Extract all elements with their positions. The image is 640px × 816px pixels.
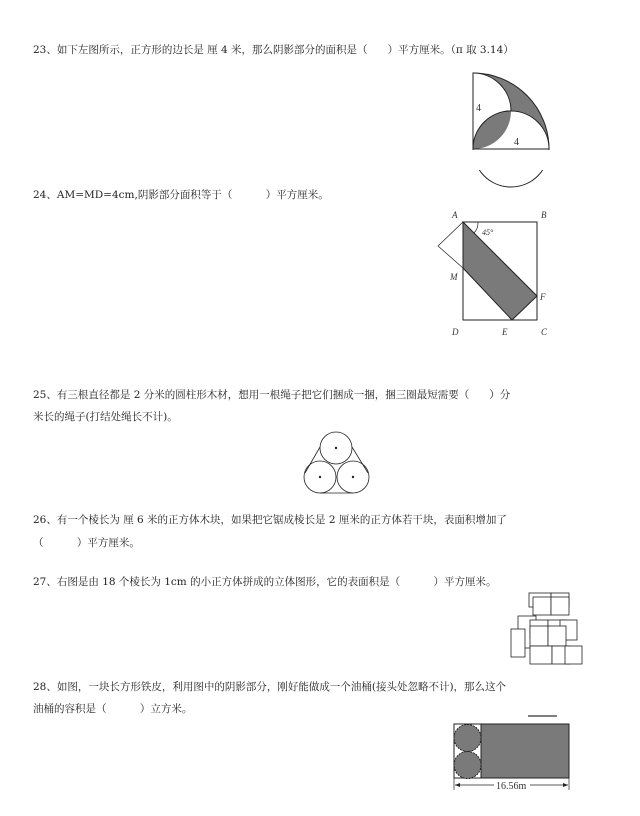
svg-text:C: C bbox=[541, 327, 548, 337]
q23-figure bbox=[430, 60, 560, 187]
q28-figure bbox=[454, 716, 569, 792]
q23-label-bottom: 4 bbox=[514, 137, 519, 148]
q28-dimension-label: 16.56m bbox=[496, 781, 527, 792]
svg-text:45°: 45° bbox=[482, 228, 494, 237]
svg-text:A: A bbox=[452, 210, 458, 220]
q23-label-left: 4 bbox=[476, 103, 481, 114]
svg-text:F: F bbox=[540, 292, 546, 302]
svg-text:M: M bbox=[450, 272, 458, 282]
q28-text-2: 油桶的容积是（ ）立方米。 bbox=[33, 703, 193, 715]
q25-text-2: 米长的绳子(打结处绳长不计)。 bbox=[33, 411, 178, 423]
q25-figure bbox=[304, 432, 369, 493]
q25-text-1: 25、有三根直径都是 2 分米的圆柱形木材，想用一根绳子把它们捆成一捆，捆三圈最短需要（ ）分 bbox=[33, 389, 511, 401]
q27-figure bbox=[511, 593, 582, 664]
svg-text:E: E bbox=[502, 327, 508, 337]
svg-text:B: B bbox=[541, 210, 547, 220]
q24-figure bbox=[438, 210, 548, 337]
q26-text-1: 26、有一个棱长为 厘 6 米的正方体木块，如果把它锯成棱长是 2 厘米的正方体若干块，表面积增加了 bbox=[33, 514, 507, 526]
q28-text-1: 28、如图，一块长方形铁皮，利用图中的阴影部分，刚好能做成一个油桶(接头处忽略不计)，那么这个 bbox=[33, 681, 507, 693]
svg-text:D: D bbox=[452, 327, 459, 337]
q24-text: 24、AM=MD=4cm,阴影部分面积等于（ ）平方厘米。 bbox=[33, 189, 329, 201]
q23-text: 23、如下左图所示，正方形的边长是 厘 4 米，那么阴影部分的面积是（ ）平方厘米。（π 取 3.14） bbox=[33, 44, 514, 56]
q26-text-2: （ ）平方厘米。 bbox=[33, 537, 140, 549]
q27-text: 27、右图是由 18 个棱长为 1cm 的小正方体拼成的立体图形，它的表面积是（ ）平方厘米。 bbox=[33, 576, 497, 588]
